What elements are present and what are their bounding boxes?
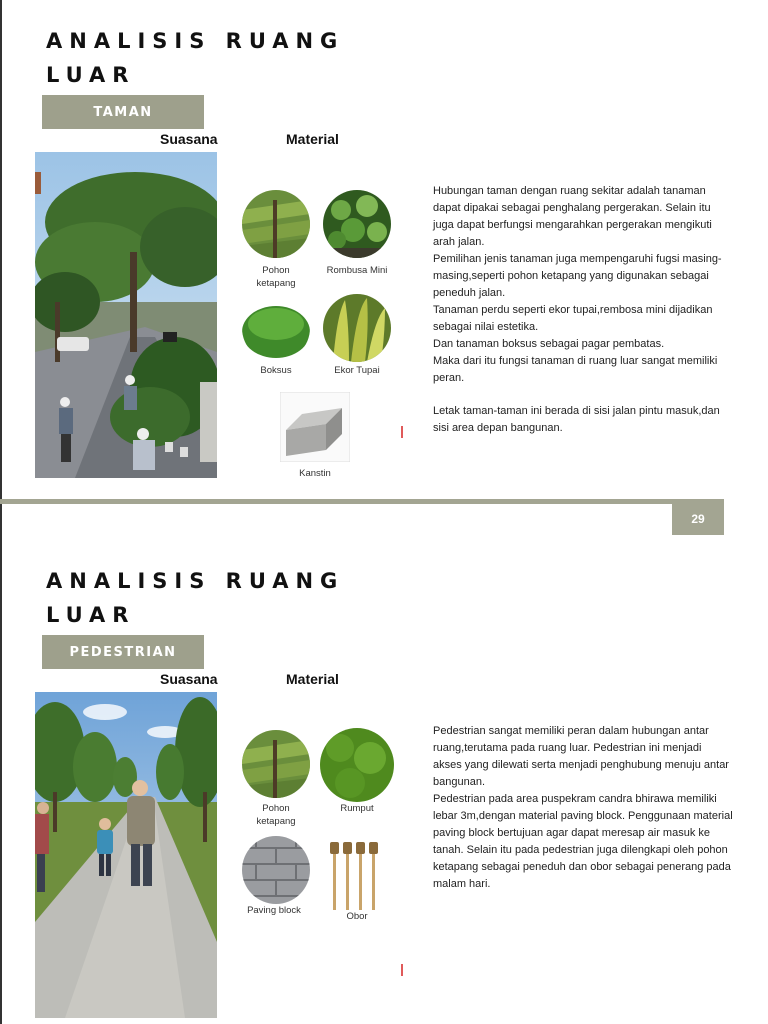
section-tag: TAMAN [42,95,204,129]
material-label: Boksus [260,365,292,376]
grass-plume-icon [323,294,391,362]
leafy-shrub-icon [323,190,391,258]
column-heading-material: Material [286,671,339,687]
paragraph: Pedestrian pada area puspekram candra bhirawa memiliki lebar 3m,dengan material paving block. Penggunaan material paving block bertujuan agar dapat meresap air masuk ke tanah. Selain itu pada pedestrian juga dilengkapi oleh pohon ketapang sebagai peneduh dan obor sebagai penerang pada malam hari. [433,793,733,890]
torch-icon [326,840,382,910]
page-title: ANALISIS RUANG LUAR [46,569,345,627]
red-marker [401,426,403,438]
suasana-photo-pedestrian [35,692,217,1018]
column-heading-material: Material [286,131,339,147]
paragraph: Dan tanaman boksus sebagai pagar pembatas. [433,338,665,350]
column-heading-suasana: Suasana [160,131,218,147]
red-marker [401,964,403,976]
paragraph: Pemilihan jenis tanaman juga mempengaruhi fugsi masing-masing,seperti pohon ketapang yang digunakan sebagai peneduh jalan. [433,253,722,299]
material-label: Kanstin [299,468,331,479]
paragraph: Hubungan taman dengan ruang sekitar adalah tanaman dapat dipakai sebagai penghalang pergerakan. Selain itu juga dapat berfungsi mengarahkan pergerakan mengikuti arah jalan. [433,185,712,248]
description-text [433,183,733,437]
hedge-icon [242,294,310,362]
material-label: Paving block [247,905,301,916]
tree-foliage-icon [242,730,310,798]
page-title: ANALISIS RUANG LUAR [46,29,345,87]
material-label: Rumput [340,803,374,814]
material-label: Obor [346,911,368,922]
paragraph: Maka dari itu fungsi tanaman di ruang luar sangat memiliki peran. [433,355,718,384]
material-label: Rombusa Mini [326,265,388,276]
paragraph: Letak taman-taman ini berada di sisi jalan pintu masuk,dan sisi area depan bangunan. [433,405,720,434]
suasana-photo-street [35,152,217,478]
page-number: 29 [672,503,724,535]
material-label: Ekor Tupai [334,365,380,376]
column-heading-suasana: Suasana [160,671,218,687]
material-label: Pohon ketapang [256,265,296,289]
section-tag: PEDESTRIAN [42,635,204,669]
curbstone-icon [280,392,350,462]
tree-foliage-icon [242,190,310,258]
page-divider [0,499,724,504]
grass-icon [320,728,394,802]
page-taman [0,0,768,500]
paragraph: Pedestrian sangat memiliki peran dalam hubungan antar ruang,terutama pada ruang luar. Pedestrian ini menjadi akses yang dilewati serta menjadi penghubung menuju antar bangunan. [433,725,729,788]
paragraph: Tanaman perdu seperti ekor tupai,rembosa mini dijadikan sebagai nilai estetika. [433,304,713,333]
material-label: Pohon ketapang [256,803,296,827]
paving-block-icon [242,836,310,904]
page-pedestrian [0,510,768,1024]
description-text [433,723,733,893]
